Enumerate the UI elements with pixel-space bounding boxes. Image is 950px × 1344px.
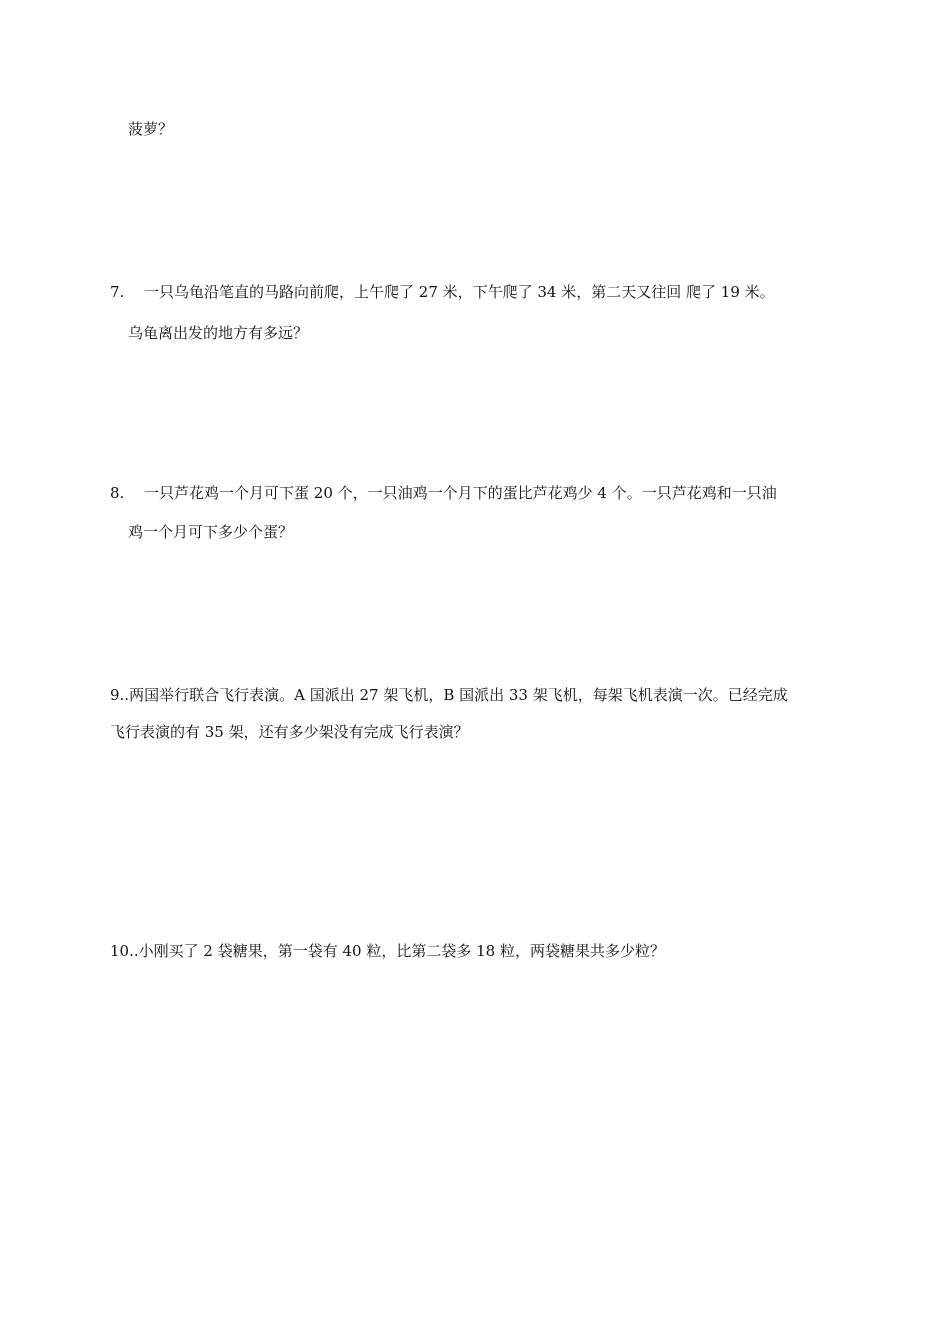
problem-9-text-2: 飞行表演的有 35 架，还有多少架没有完成飞行表演？ <box>110 723 469 741</box>
problem-6-line-2: 菠萝？ <box>128 120 174 138</box>
problem-8-line-1 <box>110 483 777 503</box>
problem-10-number: 10.. <box>110 942 139 960</box>
problem-8-text-1: 一只芦花鸡一个月可下蛋 20 个，一只油鸡一个月下的蛋比芦花鸡少 4 个。一只芦花鸡和一只油 <box>144 484 777 502</box>
problem-10-text-1: 小刚买了 2 袋糖果，第一袋有 40 粒，比第二袋多 18 粒，两袋糖果共多少粒？ <box>138 942 665 960</box>
problem-7-text-2: 乌龟离出发的地方有多远？ <box>128 324 309 342</box>
problem-10-line-1 <box>110 941 665 961</box>
problem-9-line-1 <box>110 685 788 705</box>
problem-6-continuation <box>128 119 173 139</box>
problem-9-text-1: 两国举行联合飞行表演。A 国派出 27 架飞机，B 国派出 33 架飞机，每架飞机表演一次。已经完成 <box>129 686 788 704</box>
problem-7-line-1 <box>110 282 775 302</box>
problem-7-line-2 <box>128 323 308 343</box>
problem-7-text-1: 一只乌龟沿笔直的马路向前爬，上午爬了 27 米，下午爬了 34 米，第二天又往回 爬了 19 米。 <box>144 283 775 301</box>
problem-8-line-2 <box>128 522 293 542</box>
problem-9-number: 9.. <box>110 686 130 704</box>
problem-8-text-2: 鸡一个月可下多少个蛋？ <box>128 523 294 541</box>
problem-8-number: 8. <box>110 484 125 502</box>
problem-7-number: 7. <box>110 283 125 301</box>
problem-9-line-2 <box>110 722 469 742</box>
